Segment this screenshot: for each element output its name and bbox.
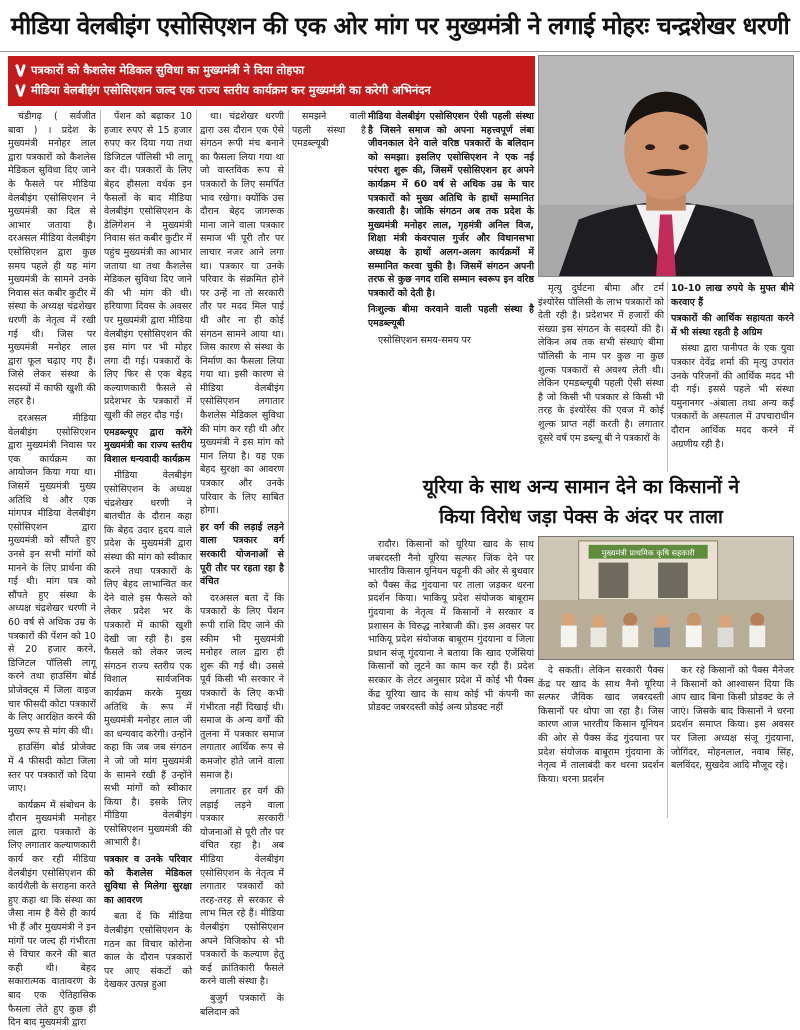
paragraph: बुजुर्ग पत्रकारों के बलिदान को [200,993,284,1018]
column-divider [196,110,197,818]
paragraph: पेंशन को बढ़ाकर 10 हजार रुपए से 15 हजार रुपए कर दिया गया तथा डिजिटल पॉलिसी भी लागू कर दी। पत्रकारों के लिए बेहद हौसला वर्धक इन फैसलों के बाद मीडिया वेलबीइंग एसोसिएशन के डेलिगेशन ने मुख्यमंत्री निवास संत कबीर कुटीर में पहुंच मुख्यमंत्री का आभार जताया था तथा कैशलेस मेडिकल सुविधा दिए जाने की भी मांग की थी। हरियाणा दिवस के अवसर पर मुख्यमंत्री द्वारा मीडिया वेलबीइंग एसोसिएशन की इस मांग पर भी मोहर लगा दी गई। पत्रकारों के लिए फिर से एक बेहद कल्याणकारी फैसले से प्रदेशभर के पत्रकारों में खुशी की लहर दौड़ गई। [104,111,192,422]
article2-column-1 [368,538,534,818]
banner-text-1: पत्रकारों को कैशलेस मेडिकल सुविधा का मुख्यमंत्री ने दिया तोहफा [31,63,305,77]
paragraph: मीडिया वेलबीइंग एसोसिएशन के अध्यक्ष चंद्रशेखर धरणी ने बातचीत के दौरान कहा कि बेहद उदार हृदय वाले प्रदेश के मुख्यमंत्री द्वारा संस्था की मांग को स्वीकार करने तथा पत्रकारों के लिए बेहद लाभान्वित कर देने वाले इस फैसले को लेकर प्रदेश भर के पत्रकारों में काफी खुशी देखी जा रही है। इस फैसले को लेकर जल्द संगठन राज्य स्तरीय एक विशाल सार्वजनिक कार्यक्रम करके मुख्य अतिथि के रूप में मुख्यमंत्री मनोहर लाल जी का धन्यवाद करेगी। उन्होंने कहा कि जब जब संगठन ने जो जो मांग मुख्यमंत्री के सामने रखी हैं उन्होंने सभी मांगों को स्वीकार किया है। इसके लिए मीडिया वेलबीइंग एसोसिएशन मुख्यमंत्री की आभारी है। [104,470,192,849]
paragraph: समझने वाली पहली संस्था है एमडब्ल्यूबी [292,111,366,150]
article2-column-3 [671,664,794,818]
main-headline: मीडिया वेलबीइंग एसोसिएशन की एक ओर मांग पर मुख्यमंत्री ने लगाई मोहरः चन्द्रशेखर धरणी [0,0,800,52]
article2-headline-line-2: किया विरोध जड़ा पेक्स के अंदर पर ताला [439,506,723,528]
article1-column-4 [368,110,534,470]
paragraph: दरअसल बता दें कि पत्रकारों के लिए पेंशन रूपी राशि दिए जाने की स्कीम भी मुख्यमंत्री मनोहर लाल द्वारा ही शुरू की गई थी। उससे पूर्व किसी भी सरकार ने पत्रकारों के लिए कभी गंभीरता नहीं दिखाई थी। समाज के अन्य वर्गों की तुलना में पत्रकार समाज लगातार आर्थिक रूप से कमजोर होते जाने वाला समाज है। [200,592,284,781]
paragraph: संस्था द्वारा पानीपत के एक युवा पत्रकार देवेंद्र शर्मा की मृत्यु उपरांत उनके परिजनों की आर्थिक मदद भी दी गई। इससे पहले भी संस्था यमुनानगर -अंबाला तथा अन्य कई पत्रकारों के अस्पताल में उपचाराधीन दौरान आर्थिक मदद करने में अग्रणीय रही है। [671,343,794,450]
portrait-photo [538,55,794,277]
paragraph: रादौर। किसानों को यूरिया खाद के साथ जबरदस्ती नैनो यूरिया सल्फर जिंक देने पर भारतीय किसान यूनियन चढ़ूनी की ओर से बुधवार को पैक्स केंद्र गुंदयाना पर ताला जड़कर धरना प्रदर्शन किया। भाकियू प्रदेश संयोजक बाबूराम गुंदयाना के नेतृत्व में किसानों ने सरकार व प्रशासन के विरुद्ध नारेबाजी की। इस अवसर पर भाकियू प्रदेश संयोजक बाबूराम गुंदयाना व जिला प्रधान संजू गुंदयाना ने बताया कि खाद एजेंसियां किसानों को लूटने का काम कर रही हैं। प्रदेश सरकार के लेटर अनुसार प्रदेश में कोई भी पैक्स केंद्र यूरिया खाद के साथ कोई भी कंपनी का प्रोडक्ट जबरदस्ती कोई अन्य प्रोडक्ट नहीं [368,539,534,714]
article2-headline [368,472,794,534]
paragraph: हाउसिंग बोर्ड प्रोजेक्ट में 4 फीसदी कोटा जिला स्तर पर पत्रकारों को दिया जाए। [8,742,96,795]
banner-line-2 [16,80,527,100]
article1-column-3 [200,110,284,1018]
highlight-banner [8,56,535,106]
subheading: एमडब्ल्यूए द्वारा करेंगे मुख्यमंत्री का राज्य स्तरीय विशाल धन्यवादी कार्यक्रम [104,426,192,465]
subheading: 10-10 लाख रुपये के मुफ्त बीमे करवाए हैं [671,283,794,308]
article1-column-4a [292,110,366,818]
paragraph: लगातार हर वर्ग की लड़ाई लड़ने वाला पत्रकार सरकारी योजनाओं से पूरी तौर पर वंचित रहा है। अब मीडिया वेलबीइंग एसोसिएशन के नेतृत्व में लगातार पत्रकारों को तरह-तरह से सरकार से लाभ मिल रहे हैं। मीडिया वेलबीइंग एसोसिएशन अपने विजिकोप से भी पत्रकारों के कल्याण हेतु कई क्रांतिकारी फैसले करने वाली संस्था है। [200,786,284,988]
paragraph: कार्यक्रम में संबोधन के दौरान मुख्यमंत्री मनोहर लाल द्वारा पत्रकारों के लिए लगातार कल्याणकारी कार्य कर रही मीडिया वेलबीइंग एसोसिएशन की कार्यशैली के सराहना करते हुए कहा था कि संस्था का जैसा नाम है वैसे ही कार्य भी हैं और मुख्यमंत्री ने इन मांगों पर जल्द ही गंभीरता से विचार करने की बात कही थी। बेहद सकारात्मक वातावरण के बाद एक ऐतिहासिक फैसला लेते हुए कुछ ही दिन बाद मुख्यमंत्री द्वारा [8,799,96,1029]
subheading: निःशुल्क बीमा करवाने वाली पहली संस्था है एमडब्ल्यूबी [368,304,534,329]
column-divider [100,110,101,818]
ribbon-icon [16,84,25,97]
subheading: पत्रकारों की आर्थिक सहायता करने में भी संस्था रहती है अग्रिम [671,313,794,338]
article2-column-2 [538,664,664,818]
banner-text-2: मीडिया वेलबीइंग एसोसिएशन जल्द एक राज्य स्तरीय कार्यक्रम कर मुख्यमंत्री का करेगी अभिनंदन [31,83,431,97]
article1-column-6 [671,282,794,472]
banner-line-1 [16,60,527,80]
article1-column-2 [104,110,192,991]
column-divider [667,282,668,472]
ribbon-icon [16,64,25,77]
paragraph: कर रहे किसानों को पैक्स मैनेजर ने किसानों को आश्वासन दिया कि आप खाद बिना किसी प्रोडक्ट के ले जाएं। जिसके बाद किसानों ने धरना प्रदर्शन समाप्त किया। इस अवसर पर जिला अध्यक्ष संजू गुंदयाना, जोगिंदर, मोहनलाल, नवाब सिंह, बलविंदर, सुखदेव आदि मौजूद रहे। [671,665,794,772]
paragraph: मृत्यु दुर्घटना बीमा और टर्म इंश्योरेंस पॉलिसी के लाभ पत्रकारों को देती रही है। प्रदेशभर में हजारों की संख्या इस संगठन के सदस्यों की है। लेकिन अब तक सभी संस्थाएं बीमा पॉलिसी के नाम पर कुछ ना कुछ शुल्क पत्रकारों से अवश्य लेती थी। लेकिन एमडब्ल्यूबी पहली ऐसी संस्था है जो किसी भी पत्रकार से किसी भी तरह के इंश्योरेंस की एवज में कोई शुल्क प्राप्त नहीं करती है। लगातार दूसरे वर्ष एम डब्ल्यू बी ने पत्रकारों के [538,283,664,444]
paragraph: दे सकती। लेकिन सरकारी पैक्स केंद्र पर खाद के साथ नैनो यूरिया सल्फर जैविक खाद जबरदस्ती किसानों पर थोपा जा रहा है। जिस कारण आज भारतीय किसान यूनियन की ओर से पैक्स केंद्र गुंदयाना पर प्रदेश संयोजक बाबूराम गुंदयाना के नेतृत्व में तालाबंदी कर धरना प्रदर्शन किया। धरना प्रदर्शन [538,665,664,785]
article1-column-5 [538,282,664,472]
paragraph: था। चंद्रशेखर धरणी द्वारा उस दौरान एक ऐसे संगठन रूपी मंच बनाने का फैसला लिया गया था जो वास्तविक रूप से पत्रकारों के लिए समर्पित भाव रखेगा। क्योंकि उस दौरान बेहद जागरूक माना जाने वाला पत्रकार समाज भी पूरी तौर पर लाचार नजर आने लगा था। पत्रकार या उनके परिवार के संक्रमित होने पर उन्हें ना तो सरकारी तौर पर मदद मिल पाई थी और ना ही कोई संगठन सामने आया था। जिस कारण से संस्था के निर्माण का फैसला लिया गया था। इसी कारण से मीडिया वेलबीइंग एसोसिएशन लगातार कैशलेस मेडिकल सुविधा की मांग कर रही थी और मुख्यमंत्री ने इस मांग को मान लिया है। यह एक बेहद सुरक्षा का आवरण पत्रकार और उनके परिवार के लिए साबित होगा। [200,111,284,517]
article2-headline-line-1: यूरिया के साथ अन्य सामान देने का किसानों ने [422,476,740,498]
paragraph: एसोसिएशन समय-समय पर [378,334,471,346]
subheading: मीडिया वेलबीइंग एसोसिएशन ऐसी पहली संस्था है जिसने समाज को अपना महत्त्वपूर्ण लंबा जीवनकाल देने वाले वरिष्ठ पत्रकारों के बलिदान को समझा। इसलिए एसोसिएशन ने एक नई परंपरा शुरू की, जिसमें एसोसिएशन हर अपने कार्यक्रम में 60 वर्ष से अधिक उम्र के चार पत्रकारों को मुख्य अतिथि के हाथों सम्मानित करवाती है। जोकि संगठन अब तक प्रदेश के मुख्यमंत्री मनोहर लाल, गृहमंत्री अनिल विज, शिक्षा मंत्री कंवरपाल गुर्जर और विधानसभा अध्यक्ष के हाथों अलग-अलग कार्यक्रमों में सम्मानित करवा चुकी है। जिसमें संगठन अपनी तरफ से कुछ नगद राशि सम्मान स्वरूप इन वरिष्ठ पत्रकारों को देती है। [368,111,534,299]
paragraph: चंडीगढ़ ( सर्वजीत बावा ) । प्रदेश के मुख्यमंत्री मनोहर लाल द्वारा पत्रकारों को कैशलेस मेडिकल सुविधा दिए जाने के फैसले पर मीडिया वेलबीइंग एसोसिएशन ने मुख्यमंत्री का दिल से आभार जताया है। दरअसल मीडिया वेलबीइंग एसोसिएशन द्वारा कुछ समय पहले ही यह मांग मुख्यमंत्री के सामने उनके निवास संत कबीर कुटीर में संस्था के अध्यक्ष चंद्रशेखर धरणी के नेतृत्व में रखी गई थी। जिस पर मुख्यमंत्री मनोहर लाल द्वारा फूल चढ़ाए गए हैं। जिसे लेकर संस्था के सदस्यों में काफी खुशी की लहर है। [8,111,96,408]
subheading: हर वर्ग की लड़ाई लड़ने वाला पत्रकार वर्ग सरकारी योजनाओं से पूरी तौर पर रहता रहा है वंचित [200,521,284,588]
paragraph: बता दें कि मीडिया वेलबीइंग एसोसिएशन के गठन का विचार कोरोना काल के दौरान पत्रकारों पर आए संकटों को देखकर उत्पन्न हुआ [104,911,192,991]
column-divider [288,110,289,818]
signboard-text: मुख्यमंत्री प्राथमिक कृषि सहकारी [601,548,695,558]
subheading: पत्रकार व उनके परिवार को कैशलेस मेडिकल सुविधा से मिलेगा सुरक्षा का आवरण [104,854,192,906]
paragraph: दरअसल मीडिया वेलबीइंग एसोसिएशन द्वारा मुख्यमंत्री निवास पर एक कार्यक्रम का आयोजन किया गया था। जिसमें मुख्यमंत्री मुख्य अतिथि थे और एक मांगपत्र मीडिया वेलबीइंग एसोसिएशन द्वारा मुख्यमंत्री को सौंपते हुए उनसे इन सभी मांगों को मानने के लिए प्रार्थना की गई थी। मांग पत्र को सौंपते हुए संस्था के अध्यक्ष चंद्रशेखर धरणी ने 60 वर्ष से अधिक उम्र के पत्रकारों की पेंशन को 10 से 20 हजार करने, डिजिटल पॉलिसी लागू करने तथा हाउसिंग बोर्ड प्रोजेक्ट्स में जिला वाइज चार फीसदी कोटा पत्रकारों के लिए आरक्षित करने की मुख्य रूप से मांग की थी। [8,413,96,737]
protest-photo [538,536,794,660]
column-divider [667,664,668,818]
article1-column-1 [8,110,96,1029]
